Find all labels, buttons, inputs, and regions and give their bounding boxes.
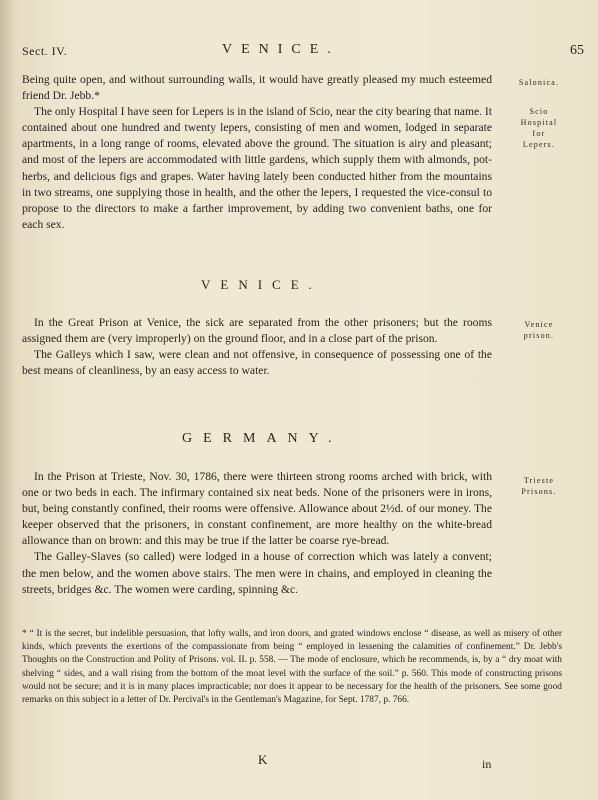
- running-title: VENICE.: [222, 42, 340, 57]
- margin-note-salonica-text: Salonica.: [518, 78, 560, 87]
- main-text-block-2: [22, 315, 492, 379]
- margin-note-scio-line1: Scio: [529, 107, 549, 116]
- section-label: Sect. IV.: [22, 44, 68, 58]
- page-number: 65: [570, 43, 584, 58]
- main-text-block-1: [22, 72, 492, 233]
- margin-note-scio-line2: Hospital: [520, 118, 558, 127]
- paragraph-2: The only Hospital I have seen for Lepers is in the island of Scio, near the city bearing that name. It contained about one hundred and twenty lepers, consisting of men and women, lodged in separate apartments, in a long range of rooms, elevated above the ground. The situation is airy and pleasant; and most of the lepers are accommodated with little gardens, which supply them with almonds, pot-herbs, and delicious figs and grapes. Water having lately been conducted hither from the mountains in two streams, one supplying those in health, and the other the lepers, I requested the vice-consul to propose to the directors to make a farther improvement, by adding two convenient baths, one for each sex.: [22, 105, 492, 231]
- margin-note-trieste: [504, 475, 574, 497]
- signature-mark: K: [258, 752, 270, 767]
- footnote-text: * “ It is the secret, but indelible persuasion, that lofty walls, and iron doors, and grated windows enclose “ disease, as well as misery of other kinds, which prevents the exertions of the compassionate from being “ employed in lessening the calamities of confinement.” Dr. Jebb's Thoughts on the Construction and Polity of Prisons. vol. II. p. 558. — The mode of enclosure, which he recommends, is, by a “ dry moat with shelving “ sides, and a wall rising from the bottom of the moat level with the surface of the soil.” p. 560. This mode of constructing prisons would not be secure; and it is in many places impracticable; nor does it appear to be necessary for the health of the prisoners. See some good remarks on this subject in a letter of Dr. Percival's in the Gentleman's Magazine, for Sept. 1787, p. 766.: [22, 629, 562, 706]
- paragraph-4: The Galleys which I saw, were clean and not offensive, in consequence of possessing one of the best means of cleanliness, by an easy access to water.: [22, 348, 492, 378]
- catchword: in: [482, 757, 492, 771]
- margin-note-trieste-line2: Prisons.: [521, 487, 557, 496]
- margin-note-scio: [504, 106, 574, 150]
- margin-note-salonica: [504, 77, 574, 88]
- margin-note-venice: [504, 319, 574, 341]
- paragraph-6: The Galley-Slaves (so called) were lodged in a house of correction which was lately a convent; the men below, and the women above stairs. The men were in chains, and employed in cleaning the streets, bridges &c. The women were carding, spinning &c.: [22, 550, 492, 596]
- margin-note-trieste-line1: Trieste: [523, 476, 555, 485]
- margin-note-venice-line1: Venice: [524, 320, 554, 329]
- germany-heading: GERMANY.: [182, 431, 343, 446]
- margin-note-scio-line4: Lepers.: [522, 140, 556, 149]
- gutter-shadow: [0, 0, 16, 800]
- page-header: [22, 42, 584, 62]
- paragraph-1: Being quite open, and without surrounding walls, it would have greatly pleased my much esteemed friend Dr. Jebb.*: [22, 73, 492, 103]
- paragraph-5: In the Prison at Trieste, Nov. 30, 1786, there were thirteen strong rooms arched with brick, with one or two beds in each. The infirmary contained six neat beds. None of the prisoners were in irons, but, being constantly confined, their rooms were offensive. Allowance about 2½d. of our money. The keeper observed that the prisoners, in constant confinement, are more healthy on the white-bread allowance than on brown: and this may be true if the latter be coarse rye-bread.: [22, 470, 492, 548]
- venice-heading: VENICE.: [201, 277, 322, 292]
- main-text-block-3: [22, 469, 492, 598]
- margin-note-scio-line3: for: [532, 129, 546, 138]
- paragraph-3: In the Great Prison at Venice, the sick are separated from the other prisoners; but the rooms assigned them are (very improperly) on the ground floor, and in a close part of the prison.: [22, 316, 492, 346]
- footnote: [22, 628, 562, 707]
- margin-note-venice-line2: prison.: [523, 331, 555, 340]
